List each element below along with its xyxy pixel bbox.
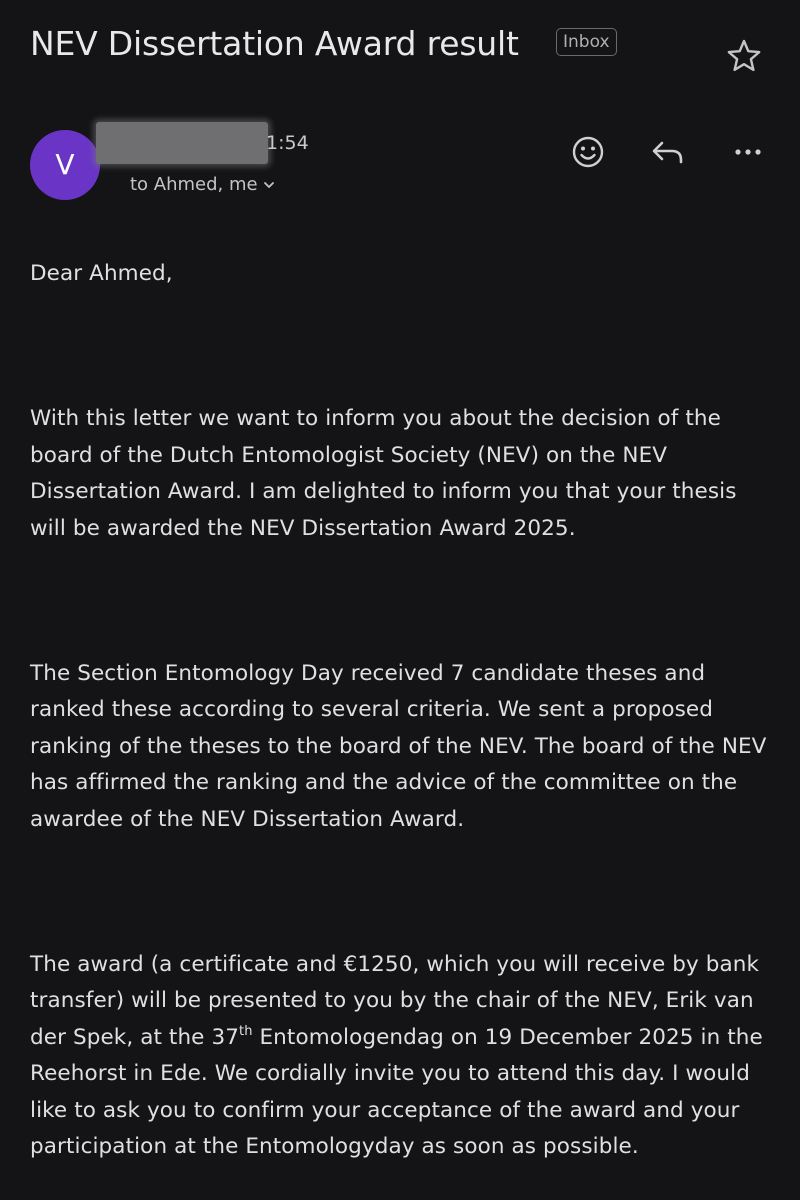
paragraph-decision: With this letter we want to inform you about the decision of the board of the Dutch Entomologist Society (NEV) on the NEV Dissertation Award. I am delighted to inform you that your thesis will be awarded the NEV Dissertation Award 2025.: [30, 406, 737, 541]
email-subject: NEV Dissertation Award result: [30, 24, 519, 63]
paragraph-ranking: The Section Entomology Day received 7 candidate theses and ranked these according to several criteria. We sent a proposed ranking of the theses to the board of the NEV. The board of the NEV has affirmed the ranking and the advice of the committee on the awardee of the NEV Dissertation Award.: [30, 661, 767, 832]
award-text-part2: Entomologendag on 19 December 2025 in the Reehorst in Ede. We cordially invite you to attend this day. I would like to ask you to confirm your acceptance of the award and your participation at the Entomologyday as soon as possible.: [30, 1024, 763, 1160]
greeting-suffix: ,: [165, 261, 173, 286]
award-text-part1: The award (a certificate and €1250, which you will receive by bank transfer) will be presented to you by the chair of the NEV, Erik van der Spek, at the 37: [30, 952, 760, 1050]
greeting: [30, 256, 775, 292]
more-options-icon[interactable]: [726, 130, 770, 174]
recipients-text: to Ahmed, me: [130, 174, 258, 195]
sender-row: [30, 118, 770, 208]
ordinal-superscript: th: [239, 1023, 253, 1039]
email-header: [30, 22, 770, 72]
inbox-label-badge[interactable]: Inbox: [556, 28, 617, 56]
chevron-down-icon: [262, 178, 276, 192]
recipients-toggle[interactable]: [130, 172, 276, 198]
sender-name-redacted: [96, 122, 268, 164]
sent-time: 1:54: [266, 132, 309, 154]
emoji-reaction-icon[interactable]: [566, 130, 610, 174]
greeting-prefix: Dear: [30, 261, 90, 286]
email-body: [30, 256, 775, 1166]
avatar[interactable]: V: [30, 130, 100, 200]
greeting-name: Ahmed: [89, 261, 166, 286]
star-icon[interactable]: [724, 36, 764, 76]
paragraph-award-details: [30, 947, 775, 1165]
reply-icon[interactable]: [646, 130, 690, 174]
